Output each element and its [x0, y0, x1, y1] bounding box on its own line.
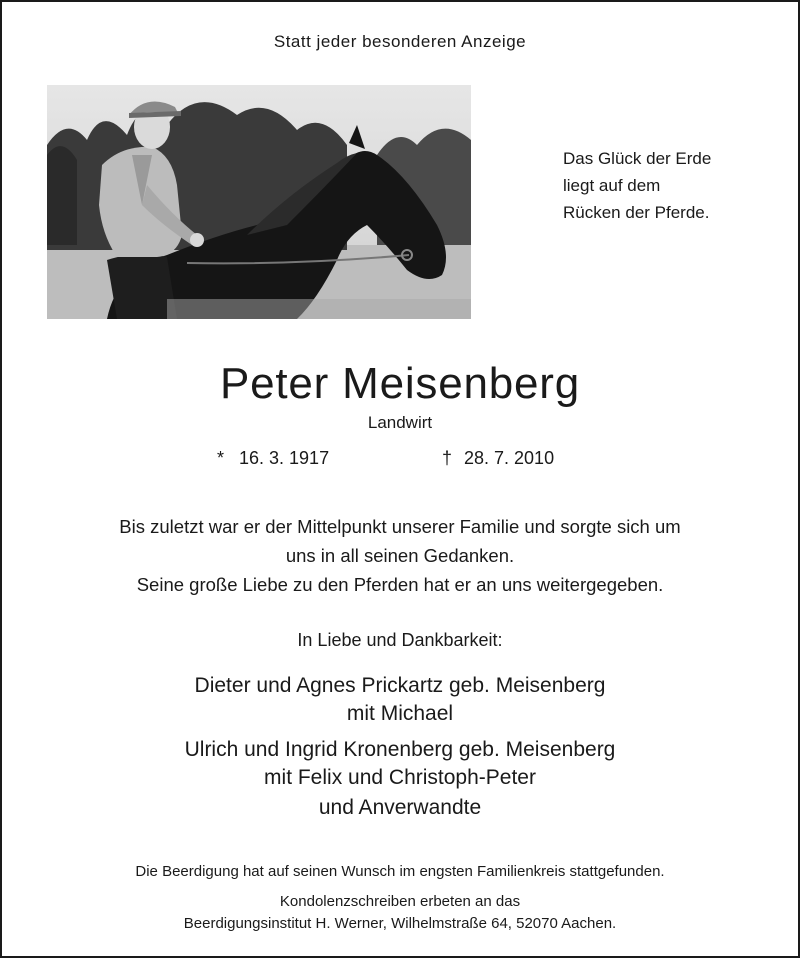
birth-star-icon: *: [217, 448, 225, 468]
family-entry-2-line1: Ulrich und Ingrid Kronenberg geb. Meisenberg: [184, 738, 616, 761]
birth-date-group: [217, 448, 329, 469]
quote-block: [563, 145, 711, 226]
condolence-line: Beerdigungsinstitut H. Werner, Wilhelmstraße 64, 52070 Aachen.: [183, 915, 617, 932]
family-entry-1-line1: Dieter und Agnes Prickartz geb. Meisenberg: [194, 674, 606, 697]
closing-phrase: In Liebe und Dankbarkeit:: [297, 630, 503, 650]
death-cross-icon: †: [442, 448, 453, 468]
message-line: uns in all seinen Gedanken.: [285, 545, 515, 566]
death-date-group: [442, 448, 554, 469]
family-list: [2, 672, 798, 792]
death-date: 28. 7. 2010: [464, 448, 555, 468]
message-line: Seine große Liebe zu den Pferden hat er an uns weitergegeben.: [136, 574, 664, 595]
condolence-line: Kondolenzschreiben erbeten an das: [279, 893, 521, 910]
notice-header: Statt jeder besonderen Anzeige: [273, 32, 527, 51]
relatives-line: und Anverwandte: [318, 796, 482, 819]
deceased-profession: Landwirt: [367, 413, 433, 432]
family-entry-1-line2: mit Michael: [346, 702, 454, 725]
quote-line: Rücken der Pferde.: [563, 203, 710, 222]
quote-line: liegt auf dem: [563, 176, 661, 195]
portrait-photo: [47, 85, 471, 319]
memorial-message: [2, 512, 798, 599]
rider-on-horse-image: [47, 85, 471, 319]
family-entry-2-line2: mit Felix und Christoph-Peter: [264, 766, 536, 789]
deceased-name: Peter Meisenberg: [219, 359, 581, 408]
birth-date: 16. 3. 1917: [239, 448, 330, 468]
message-line: Bis zuletzt war er der Mittelpunkt unserer Familie und sorgte sich um: [119, 516, 681, 537]
quote-line: Das Glück der Erde: [563, 149, 712, 168]
funeral-note: Die Beerdigung hat auf seinen Wunsch im engsten Familienkreis stattgefunden.: [135, 863, 665, 880]
condolence-address: [2, 891, 798, 935]
